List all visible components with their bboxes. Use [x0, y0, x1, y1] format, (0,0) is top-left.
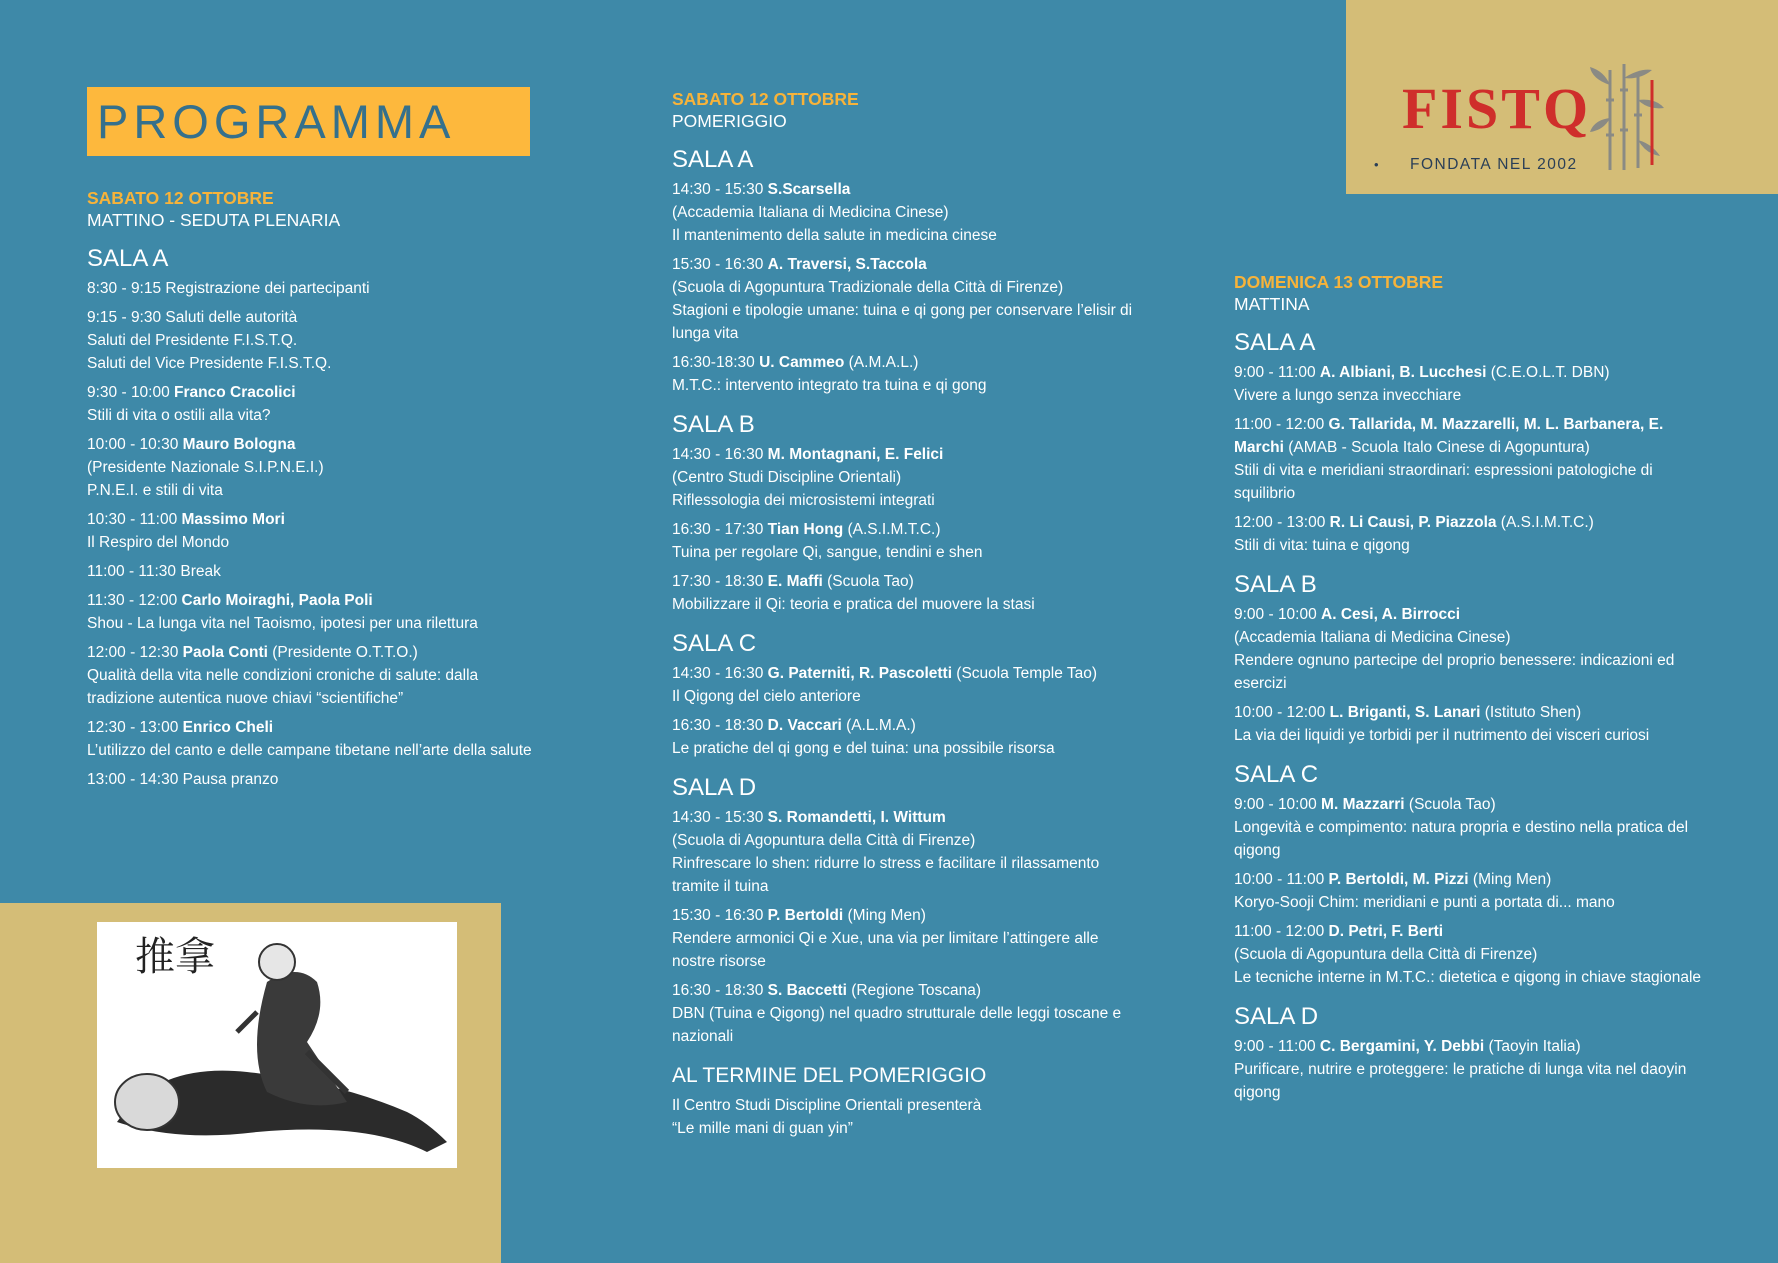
entry-speaker: E. Maffi	[767, 573, 823, 590]
entry-time: 11:30 - 12:00	[87, 592, 178, 609]
entry-headline	[672, 253, 1142, 276]
entry-line: Longevità e compimento: natura propria e destino nella pratica del qigong	[1234, 819, 1689, 859]
entry-speaker: Paola Conti	[182, 644, 268, 661]
entry-line: Rinfrescare lo shen: ridurre lo stress e facilitare il rilassamento tramite il tuina	[672, 855, 1100, 895]
column-saturday-afternoon	[672, 88, 1142, 1146]
program-entry	[1234, 361, 1704, 407]
entry-line: DBN (Tuina e Qigong) nel quadro strutturale delle leggi toscane e nazionali	[672, 1005, 1122, 1045]
entry-speaker: Massimo Mori	[181, 511, 285, 528]
entry-time: 11:00 - 12:00	[1234, 923, 1325, 940]
entry-time: 16:30 - 18:30	[672, 717, 764, 734]
program-entry	[672, 662, 1142, 708]
entry-time: 10:00 - 12:00	[1234, 704, 1326, 721]
entry-line: Le pratiche del qi gong e del tuina: una possibile risorsa	[672, 740, 1055, 757]
entry-headline	[87, 768, 547, 791]
entry-line: Stagioni e tipologie umane: tuina e qi gong per conservare l’elisir di lunga vita	[672, 302, 1133, 342]
entry-speaker: P. Bertoldi, M. Pizzi	[1328, 871, 1469, 888]
entry-headline	[87, 277, 547, 300]
program-entry	[672, 979, 1142, 1048]
program-entry	[1234, 511, 1704, 557]
entry-detail: (Scuola Temple Tao)	[952, 665, 1098, 682]
entry-headline	[87, 589, 547, 612]
program-entry	[87, 641, 547, 710]
entry-speaker: U. Cammeo	[759, 354, 845, 371]
entry-headline	[1234, 868, 1704, 891]
entry-headline	[87, 716, 547, 739]
entry-line: (Presidente Nazionale S.I.P.N.E.I.)	[87, 459, 324, 476]
entry-speaker: A. Traversi, S.Taccola	[767, 256, 927, 273]
entry-headline	[1234, 413, 1704, 459]
entry-time: 9:00 - 10:00	[1234, 796, 1317, 813]
entry-line: P.N.E.I. e stili di vita	[87, 482, 223, 499]
entry-headline	[672, 904, 1142, 927]
entry-line: Il Qigong del cielo anteriore	[672, 688, 861, 705]
entry-detail: (A.S.I.M.T.C.)	[843, 521, 941, 538]
entry-time: 17:30 - 18:30	[672, 573, 764, 590]
entry-line: La via dei liquidi ye torbidi per il nutrimento dei visceri curiosi	[1234, 727, 1650, 744]
entry-speaker: Franco Cracolici	[174, 384, 296, 401]
entry-line: Vivere a lungo senza invecchiare	[1234, 387, 1462, 404]
entries-b	[672, 443, 1142, 616]
entry-line: Purificare, nutrire e proteggere: le pratiche di lunga vita nel daoyin qigong	[1234, 1061, 1687, 1101]
entry-detail: (A.M.A.L.)	[844, 354, 919, 371]
illustration-panel	[0, 903, 501, 1263]
entry-speaker: M. Mazzarri	[1321, 796, 1405, 813]
entry-detail: (Ming Men)	[843, 907, 926, 924]
entry-time: 14:30 - 16:30	[672, 446, 764, 463]
entry-line: Il mantenimento della salute in medicina cinese	[672, 227, 997, 244]
entry-detail: (Presidente O.T.T.O.)	[267, 644, 418, 661]
entry-time: 14:30 - 16:30	[672, 665, 764, 682]
entry-headline	[672, 178, 1142, 201]
entry-headline	[87, 641, 547, 664]
program-entry	[672, 178, 1142, 247]
entry-speaker: G. Tallarida, M. Mazzarelli, M. L. Barbanera, E. Marchi	[1234, 416, 1664, 456]
entry-headline	[672, 806, 1142, 829]
bamboo-icon	[1590, 60, 1670, 170]
entry-headline	[672, 662, 1142, 685]
entry-time: 12:30 - 13:00	[87, 719, 179, 736]
entry-detail: (AMAB - Scuola Italo Cinese di Agopuntura)	[1283, 439, 1590, 456]
entry-detail: (Scuola Tao)	[1404, 796, 1496, 813]
entry-line: (Accademia Italiana di Medicina Cinese)	[1234, 629, 1511, 646]
entry-detail: (C.E.O.L.T. DBN)	[1486, 364, 1610, 381]
room-heading-c: SALA C	[672, 630, 757, 657]
room-heading: SALA A	[87, 245, 169, 272]
entry-headline	[672, 518, 1142, 541]
entry-speaker: Tian Hong	[767, 521, 844, 538]
room-heading-b: SALA B	[672, 411, 755, 438]
entry-speaker: Mauro Bologna	[182, 436, 296, 453]
entry-time: 9:00 - 10:00	[1234, 606, 1317, 623]
entry-detail: Break	[176, 563, 221, 580]
entry-line: Mobilizzare il Qi: teoria e pratica del muovere la stasi	[672, 596, 1035, 613]
entry-headline	[672, 351, 1142, 374]
program-entry	[87, 277, 547, 300]
logo-panel	[1346, 0, 1778, 194]
entry-time: 15:30 - 16:30	[672, 256, 764, 273]
entry-headline	[1234, 361, 1704, 384]
room-heading-d: SALA D	[1234, 1003, 1319, 1030]
entries-d	[672, 806, 1142, 1048]
entry-detail: (Ming Men)	[1468, 871, 1552, 888]
entry-time: 13:00 - 14:30	[87, 771, 179, 788]
closing-line-2: “Le mille mani di guan yin”	[672, 1120, 853, 1137]
entry-line: M.T.C.: intervento integrato tra tuina e qi gong	[672, 377, 987, 394]
session-heading: MATTINA	[1234, 294, 1310, 314]
entry-time: 9:00 - 11:00	[1234, 364, 1316, 381]
entry-line: (Scuola di Agopuntura della Città di Firenze)	[1234, 946, 1538, 963]
entry-line: (Scuola di Agopuntura della Città di Firenze)	[672, 832, 976, 849]
bullet-icon: •	[1374, 157, 1379, 172]
entry-time: 14:30 - 15:30	[672, 809, 764, 826]
program-entry	[87, 560, 547, 583]
entries-b	[1234, 603, 1704, 747]
program-entry	[87, 716, 547, 762]
program-entry	[87, 589, 547, 635]
program-entry	[1234, 413, 1704, 505]
entry-line: Shou - La lunga vita nel Taoismo, ipotesi per una rilettura	[87, 615, 478, 632]
entry-time: 9:15 - 9:30	[87, 309, 162, 326]
room-heading-d: SALA D	[672, 774, 757, 801]
entry-speaker: D. Vaccari	[767, 717, 842, 734]
entry-line: (Accademia Italiana di Medicina Cinese)	[672, 204, 949, 221]
entry-headline	[672, 979, 1142, 1002]
program-entry	[672, 253, 1142, 345]
room-heading-a: SALA A	[672, 146, 754, 173]
entry-detail: (Istituto Shen)	[1480, 704, 1582, 721]
entry-time: 10:00 - 10:30	[87, 436, 179, 453]
session-heading: POMERIGGIO	[672, 111, 787, 131]
room-heading-b: SALA B	[1234, 571, 1317, 598]
entries-d	[1234, 1035, 1704, 1104]
day-heading: SABATO 12 OTTOBRE	[87, 188, 274, 208]
entry-line: (Centro Studi Discipline Orientali)	[672, 469, 902, 486]
entry-headline	[87, 433, 547, 456]
tuina-drawing	[97, 922, 457, 1168]
entry-speaker: A. Albiani, B. Lucchesi	[1319, 364, 1487, 381]
entry-headline	[1234, 701, 1704, 724]
entry-detail: (Scuola Tao)	[822, 573, 914, 590]
entry-speaker: D. Petri, F. Berti	[1328, 923, 1444, 940]
entry-speaker: S. Romandetti, I. Wittum	[767, 809, 946, 826]
program-entry	[87, 768, 547, 791]
entry-detail: (Regione Toscana)	[846, 982, 982, 999]
entry-headline	[1234, 1035, 1704, 1058]
entry-headline	[672, 443, 1142, 466]
program-entry	[1234, 701, 1704, 747]
page-title: PROGRAMMA	[97, 95, 456, 148]
column-sunday-morning	[1234, 271, 1704, 1110]
entries-a	[672, 178, 1142, 397]
entries-c	[1234, 793, 1704, 989]
entry-detail: Registrazione dei partecipanti	[161, 280, 370, 297]
entry-line: L’utilizzo del canto e delle campane tibetane nell’arte della salute	[87, 742, 532, 759]
entry-time: 10:30 - 11:00	[87, 511, 178, 528]
entry-line: Le tecniche interne in M.T.C.: dietetica e qigong in chiave stagionale	[1234, 969, 1702, 986]
entry-line: Saluti del Presidente F.I.S.T.Q.	[87, 332, 298, 349]
entry-line: Saluti del Vice Presidente F.I.S.T.Q.	[87, 355, 332, 372]
program-entry	[1234, 920, 1704, 989]
entry-time: 12:00 - 12:30	[87, 644, 179, 661]
program-entry	[87, 433, 547, 502]
entry-speaker: A. Cesi, A. Birrocci	[1321, 606, 1461, 623]
entry-headline	[87, 560, 547, 583]
program-entry	[1234, 603, 1704, 695]
entry-speaker: Carlo Moiraghi, Paola Poli	[181, 592, 373, 609]
entry-line: Stili di vita: tuina e qigong	[1234, 537, 1410, 554]
entry-speaker: G. Paterniti, R. Pascoletti	[767, 665, 952, 682]
entry-line: Riflessologia dei microsistemi integrati	[672, 492, 935, 509]
entry-speaker: M. Montagnani, E. Felici	[767, 446, 944, 463]
entries-c	[672, 662, 1142, 760]
entry-headline	[1234, 603, 1704, 626]
program-entry	[672, 443, 1142, 512]
entry-time: 8:30 - 9:15	[87, 280, 162, 297]
entry-speaker: S.Scarsella	[767, 181, 851, 198]
entry-line: Rendere armonici Qi e Xue, una via per limitare l’attingere alle nostre risorse	[672, 930, 1099, 970]
program-entry	[672, 570, 1142, 616]
entry-speaker: C. Bergamini, Y. Debbi	[1319, 1038, 1485, 1055]
entry-line: Il Respiro del Mondo	[87, 534, 230, 551]
title-banner	[87, 87, 530, 156]
entry-detail: Pausa pranzo	[178, 771, 279, 788]
program-entry	[672, 714, 1142, 760]
entries-a	[1234, 361, 1704, 557]
closing-line-1: Il Centro Studi Discipline Orientali presenterà	[672, 1097, 982, 1114]
day-heading: DOMENICA 13 OTTOBRE	[1234, 272, 1444, 292]
session-heading: MATTINO - SEDUTA PLENARIA	[87, 210, 341, 230]
entry-line: Stili di vita e meridiani straordinari: espressioni patologiche di squilibrio	[1234, 462, 1653, 502]
program-entry	[672, 518, 1142, 564]
column-saturday-morning	[87, 187, 547, 797]
entry-headline	[87, 306, 547, 329]
logo-tagline: FONDATA NEL 2002	[1410, 156, 1578, 173]
entry-time: 11:00 - 12:00	[1234, 416, 1325, 433]
entry-time: 14:30 - 15:30	[672, 181, 764, 198]
entries	[87, 277, 547, 791]
tuina-illustration	[97, 922, 457, 1168]
day-heading: SABATO 12 OTTOBRE	[672, 89, 859, 109]
entry-detail: (A.S.I.M.T.C.)	[1496, 514, 1594, 531]
program-entry	[87, 306, 547, 375]
entry-time: 10:00 - 11:00	[1234, 871, 1325, 888]
entry-time: 9:30 - 10:00	[87, 384, 170, 401]
entry-headline	[87, 508, 547, 531]
entry-speaker: P. Bertoldi	[767, 907, 844, 924]
entry-line: Tuina per regolare Qi, sangue, tendini e shen	[672, 544, 983, 561]
entry-time: 12:00 - 13:00	[1234, 514, 1326, 531]
program-entry	[87, 381, 547, 427]
program-entry	[87, 508, 547, 554]
entry-speaker: S. Baccetti	[767, 982, 847, 999]
entry-headline	[1234, 920, 1704, 943]
program-entry	[1234, 793, 1704, 862]
logo: FISTQ	[1402, 76, 1592, 141]
entry-line: Stili di vita o ostili alla vita?	[87, 407, 271, 424]
entry-time: 16:30-18:30	[672, 354, 755, 371]
entry-time: 15:30 - 16:30	[672, 907, 764, 924]
entry-detail: (Taoyin Italia)	[1484, 1038, 1581, 1055]
program-entry	[672, 351, 1142, 397]
program-entry	[672, 904, 1142, 973]
room-heading-a: SALA A	[1234, 329, 1316, 356]
room-heading-c: SALA C	[1234, 761, 1319, 788]
entry-headline	[672, 714, 1142, 737]
calligraphy-char-1: 推拿	[135, 934, 215, 980]
program-entry	[672, 806, 1142, 898]
entry-headline	[672, 570, 1142, 593]
entry-speaker: R. Li Causi, P. Piazzola	[1329, 514, 1497, 531]
entry-detail: Saluti delle autorità	[161, 309, 298, 326]
entry-line: Qualità della vita nelle condizioni croniche di salute: dalla tradizione autentica nuove chiavi “scientifiche”	[87, 667, 479, 707]
entry-time: 16:30 - 17:30	[672, 521, 764, 538]
entry-line: Rendere ognuno partecipe del proprio benessere: indicazioni ed esercizi	[1234, 652, 1675, 692]
entry-headline	[1234, 511, 1704, 534]
entry-speaker: L. Briganti, S. Lanari	[1329, 704, 1481, 721]
program-entry	[1234, 1035, 1704, 1104]
closing-heading: AL TERMINE DEL POMERIGGIO	[672, 1064, 987, 1087]
entry-time: 16:30 - 18:30	[672, 982, 764, 999]
entry-time: 11:00 - 11:30	[87, 563, 177, 580]
entry-detail: (A.L.M.A.)	[841, 717, 916, 734]
closing-text	[672, 1094, 1142, 1140]
entry-headline	[1234, 793, 1704, 816]
entry-time: 9:00 - 11:00	[1234, 1038, 1316, 1055]
entry-line: Koryo-Sooji Chim: meridiani e punti a portata di... mano	[1234, 894, 1615, 911]
program-entry	[1234, 868, 1704, 914]
entry-line: (Scuola di Agopuntura Tradizionale della Città di Firenze)	[672, 279, 1064, 296]
entry-headline	[87, 381, 547, 404]
entry-speaker: Enrico Cheli	[182, 719, 274, 736]
